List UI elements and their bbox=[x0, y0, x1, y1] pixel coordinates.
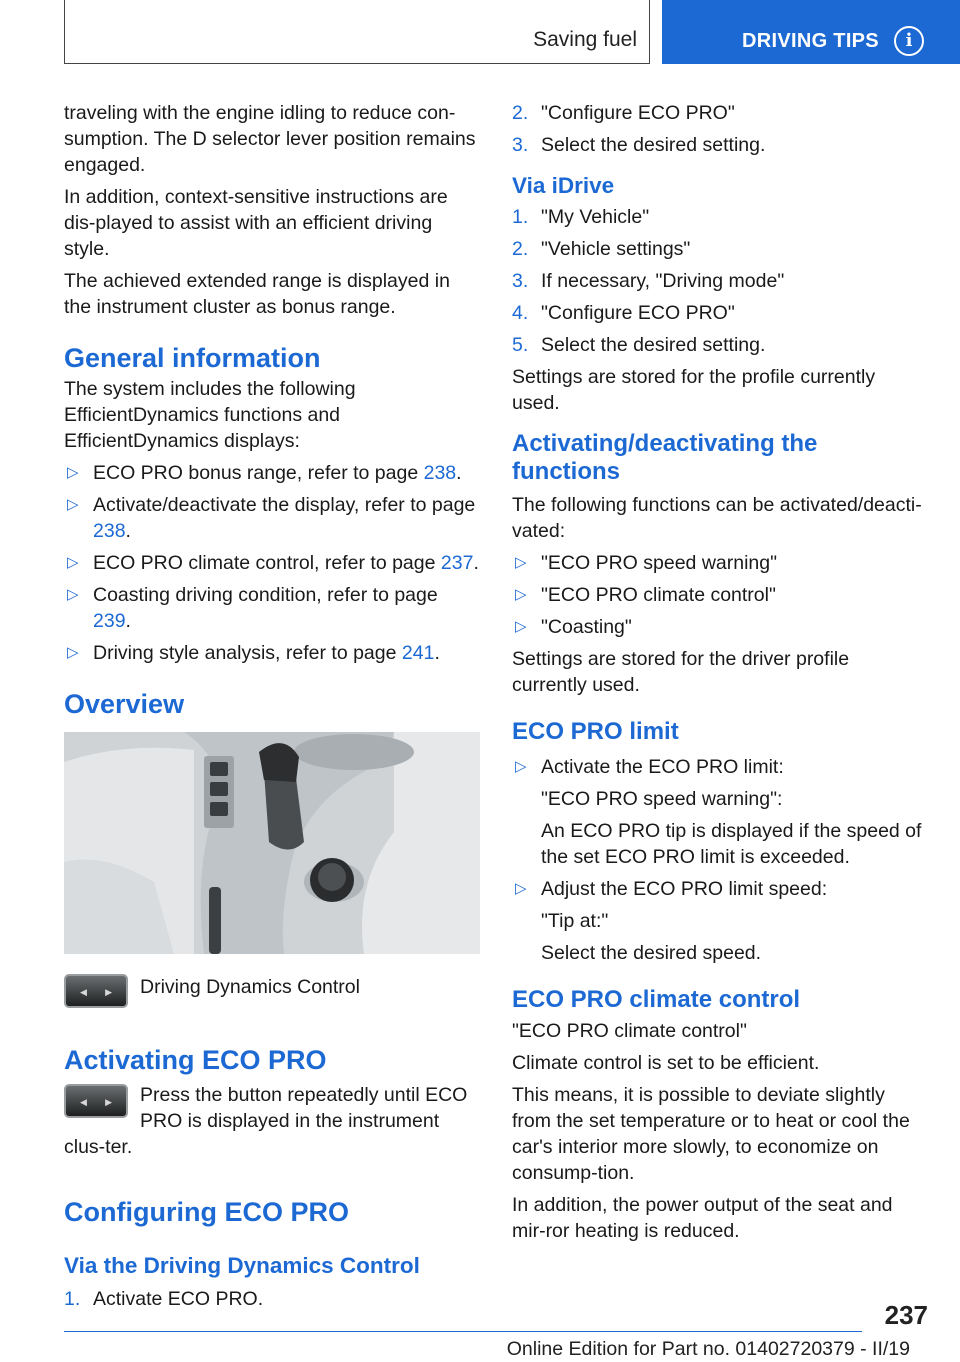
legend-label: Driving Dynamics Control bbox=[140, 976, 360, 998]
page-header bbox=[0, 0, 960, 66]
sub-instruction: "Tip at:" bbox=[541, 910, 609, 932]
climate-paragraph: In addition, the power output of the seat and mir-ror heating is reduced. bbox=[512, 1194, 893, 1242]
footer-divider bbox=[64, 1331, 862, 1332]
page-link[interactable]: 241 bbox=[401, 642, 435, 664]
list-item: 5. Select the desired setting. bbox=[512, 334, 766, 356]
sub-instruction: An ECO PRO tip is displayed if the speed of the set ECO PRO limit is exceeded. bbox=[541, 820, 922, 868]
chapter-tab[interactable] bbox=[662, 0, 960, 64]
sub-instruction: Select the desired speed. bbox=[541, 942, 762, 964]
chapter-title: DRIVING TIPS bbox=[742, 30, 879, 52]
section-header-box bbox=[64, 0, 650, 64]
left-column bbox=[64, 100, 480, 1318]
eco-pro-climate-control-heading: ECO PRO climate control bbox=[512, 986, 801, 1013]
page-link[interactable]: 237 bbox=[440, 552, 474, 574]
page-link[interactable]: 238 bbox=[423, 462, 457, 484]
general-information-heading: General information bbox=[64, 343, 321, 373]
climate-paragraph: Climate control is set to be efficient. bbox=[512, 1052, 820, 1074]
via-idrive-heading: Via iDrive bbox=[512, 173, 615, 198]
ddc-steps-list-continued bbox=[512, 100, 927, 158]
driving-dynamics-control-button-icon: ◀ ▶ bbox=[64, 1084, 128, 1118]
page-link[interactable]: 239 bbox=[93, 610, 126, 632]
intro-paragraph: In addition, context-sensitive instructions are dis-played to assist with an efficient driving style. bbox=[64, 186, 448, 260]
list-item: ▷ "Coasting" bbox=[515, 616, 632, 638]
activating-paragraph-row bbox=[64, 1082, 480, 1160]
intro-paragraph: traveling with the engine idling to reduce con-sumption. The D selector lever position remains engaged. bbox=[64, 102, 476, 176]
triangle-bullet-icon: ▷ bbox=[515, 880, 527, 897]
activating-deactivating-heading: Activating/deactivating the functions bbox=[512, 430, 818, 485]
list-item: ▷ Adjust the ECO PRO limit speed: "Tip at:" Select the desired speed. bbox=[512, 876, 927, 966]
info-icon: i bbox=[894, 26, 924, 56]
eco-pro-limit-heading: ECO PRO limit bbox=[512, 718, 679, 745]
section-title: Saving fuel bbox=[533, 28, 637, 51]
list-item: ▷ Coasting driving condition, refer to page 239. bbox=[67, 584, 438, 632]
right-column bbox=[512, 100, 927, 1250]
center-console-photo bbox=[64, 732, 480, 954]
triangle-bullet-icon: ▷ bbox=[67, 496, 79, 513]
center-console-illustration bbox=[64, 732, 480, 954]
triangle-bullet-icon: ▷ bbox=[515, 586, 527, 603]
list-item: 1. "My Vehicle" bbox=[512, 206, 650, 228]
triangle-bullet-icon: ▷ bbox=[67, 586, 79, 603]
list-item: 4. "Configure ECO PRO" bbox=[512, 302, 735, 324]
list-item: ▷ Activate the ECO PRO limit: "ECO PRO speed warning": An ECO PRO tip is displayed if the speed of the set ECO PRO limit is exceeded. bbox=[512, 754, 927, 870]
triangle-bullet-icon: ▷ bbox=[67, 644, 79, 661]
list-item: 2. "Configure ECO PRO" bbox=[512, 102, 735, 124]
list-item: ▷ "ECO PRO speed warning" bbox=[515, 552, 778, 574]
list-item: ▷ ECO PRO climate control, refer to page 237. bbox=[67, 552, 479, 574]
page-number: 237 bbox=[884, 1300, 928, 1330]
list-item: 3. If necessary, "Driving mode" bbox=[512, 270, 785, 292]
list-item: ▷ "ECO PRO climate control" bbox=[515, 584, 776, 606]
list-item: ▷ ECO PRO bonus range, refer to page 238. bbox=[67, 462, 462, 484]
activating-note: Settings are stored for the driver profile currently used. bbox=[512, 648, 850, 696]
activating-deactivating-paragraph: The following functions can be activated/deacti-vated: bbox=[512, 494, 922, 542]
edition-text: Online Edition for Part no. 01402720379 - II/19 bbox=[506, 1338, 910, 1360]
idrive-steps-list bbox=[512, 204, 927, 358]
triangle-bullet-icon: ▷ bbox=[515, 758, 527, 775]
climate-paragraph: "ECO PRO climate control" bbox=[512, 1020, 747, 1042]
sub-instruction: "ECO PRO speed warning": bbox=[541, 788, 783, 810]
overview-heading: Overview bbox=[64, 689, 185, 719]
intro-paragraph: The achieved extended range is displayed in the instrument cluster as bonus range. bbox=[64, 270, 450, 318]
functions-list bbox=[64, 460, 480, 666]
activating-eco-pro-heading: Activating ECO PRO bbox=[64, 1045, 327, 1075]
general-information-paragraph: The system includes the following EfficientDynamics functions and EfficientDynamics displays: bbox=[64, 378, 356, 452]
legend-row bbox=[64, 974, 480, 1008]
climate-paragraph: This means, it is possible to deviate slightly from the set temperature or to heat or cool the car's interior more slowly, to economize on consump-tion. bbox=[512, 1084, 910, 1184]
triangle-bullet-icon: ▷ bbox=[515, 554, 527, 571]
idrive-note: Settings are stored for the profile currently used. bbox=[512, 366, 876, 414]
list-item: 3. Select the desired setting. bbox=[512, 134, 766, 156]
triangle-bullet-icon: ▷ bbox=[67, 554, 79, 571]
ddc-steps-list bbox=[64, 1286, 480, 1312]
list-item: ▷ Driving style analysis, refer to page 241. bbox=[67, 642, 440, 664]
activating-paragraph: Press the button repeatedly until ECO PRO is displayed in the instrument clus-ter. bbox=[64, 1084, 468, 1158]
driving-dynamics-control-button-icon: ◀ ▶ bbox=[64, 974, 128, 1008]
activatable-functions-list bbox=[512, 550, 927, 640]
list-item: 2. "Vehicle settings" bbox=[512, 238, 691, 260]
via-ddc-heading: Via the Driving Dynamics Control bbox=[64, 1253, 420, 1278]
eco-pro-limit-list bbox=[512, 754, 927, 966]
page-link[interactable]: 238 bbox=[93, 520, 126, 542]
triangle-bullet-icon: ▷ bbox=[67, 464, 79, 481]
triangle-bullet-icon: ▷ bbox=[515, 618, 527, 635]
configuring-eco-pro-heading: Configuring ECO PRO bbox=[64, 1197, 349, 1227]
list-item: 1. Activate ECO PRO. bbox=[64, 1288, 264, 1310]
list-item: ▷ Activate/deactivate the display, refer to page 238. bbox=[67, 494, 476, 542]
